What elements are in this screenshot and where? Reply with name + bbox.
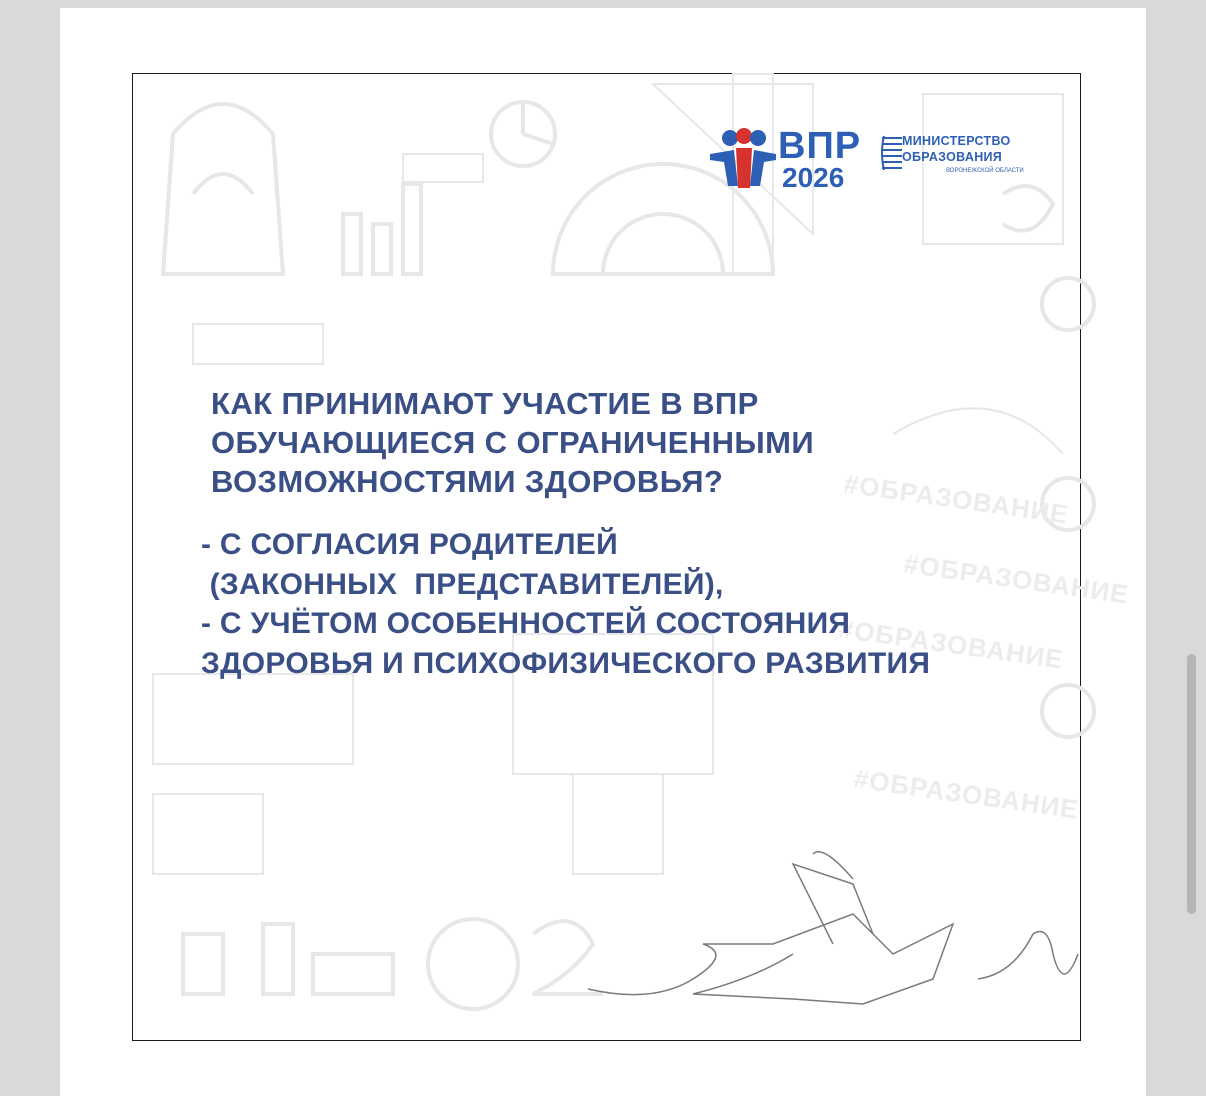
book-stack-icon (880, 132, 904, 182)
vertical-scrollbar[interactable] (1187, 654, 1196, 914)
question-heading (211, 384, 814, 501)
heading-line: ОБУЧАЮЩИЕСЯ С ОГРАНИЧЕННЫМИ (211, 425, 815, 460)
vpr-logo-text: ВПР (778, 125, 862, 167)
ministry-title-line1: МИНИСТЕРСТВО (902, 134, 1011, 148)
post-image (132, 73, 1131, 1041)
answer-line: ЗДОРОВЬЯ И ПСИХОФИЗИЧЕСКОГО РАЗВИТИЯ (201, 646, 931, 680)
heading-line: ВОЗМОЖНОСТЯМИ ЗДОРОВЬЯ? (211, 464, 724, 499)
ministry-title-line2: ОБРАЗОВАНИЯ (902, 150, 1003, 164)
answer-line: - С СОГЛАСИЯ РОДИТЕЛЕЙ (201, 528, 618, 561)
answer-text (201, 525, 930, 683)
ministry-title-line3: ВОРОНЕЖСКОЙ ОБЛАСТИ (946, 168, 1024, 174)
background-tag: #ОБРАЗОВАНИЕ (852, 763, 1081, 825)
background-tag: #ОБРАЗОВАНИЕ (842, 468, 1071, 530)
answer-line: - С УЧЁТОМ ОСОБЕННОСТЕЙ СОСТОЯНИЯ (201, 607, 851, 640)
ministry-logo (880, 132, 1030, 182)
vpr-people-icon (708, 126, 778, 196)
background-tag: #ОБРАЗОВАНИЕ (837, 613, 1066, 675)
heading-line: КАК ПРИНИМАЮТ УЧАСТИЕ В ВПР (211, 386, 759, 421)
background-tag: #ОБРАЗОВАНИЕ (902, 548, 1131, 610)
vpr-logo-year: 2026 (782, 162, 845, 193)
answer-line: (ЗАКОННЫХ ПРЕДСТАВИТЕЛЕЙ), (201, 567, 724, 601)
